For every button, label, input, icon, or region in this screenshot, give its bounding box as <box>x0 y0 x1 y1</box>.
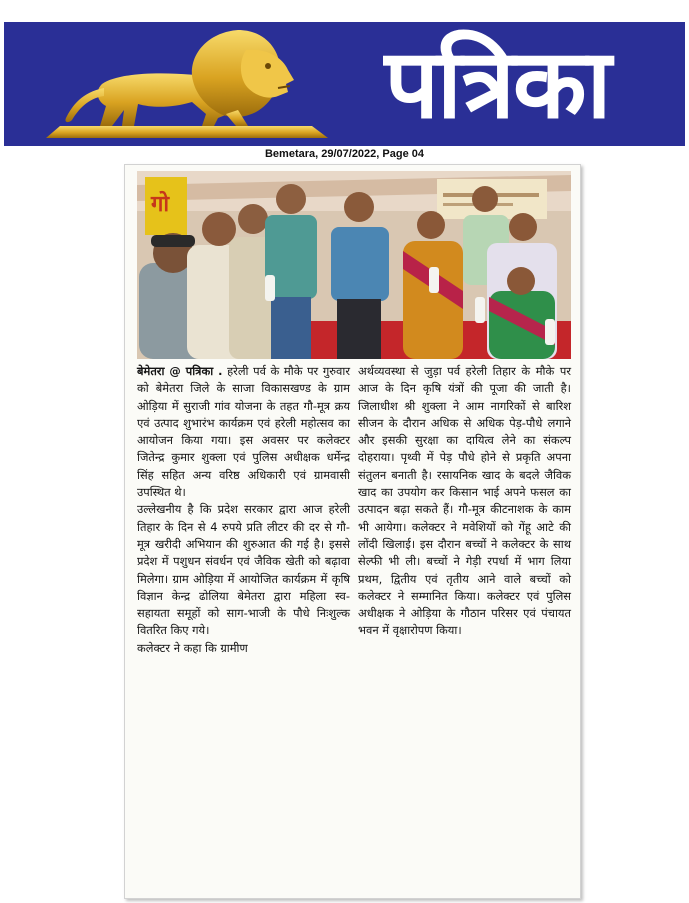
article-lead: हरेली पर्व के मौके पर गुरुवार को बेमेतरा जिले के साजा विकासखण्ड के ग्राम ओड़िया में सुराजी गांव योजना के तहत गौ-मूत्र क्रय एवं उत्पाद शुभारंभ कार्यक्रम एवं हरेली महोत्सव का आयोजन किया गया। इस अवसर पर कलेक्टर जितेन्द्र कुमार शुक्ला एवं पुलिस अधीक्षक धर्मेन्द्र सिंह सहित अन्य वरिष्ठ अधिकारी एवं ग्रामवासी उपस्थित थे। <box>137 364 350 500</box>
article-paragraph: कलेक्टर ने कहा कि ग्रामीण <box>137 640 248 655</box>
article-paragraph: उल्लेखनीय है कि प्रदेश सरकार द्वारा आज हरेली तिहार के दिन से 4 रुपये प्रति लीटर की दर से गौ-मूत्र खरीदी अभियान की शुरुआत की गई है। इससे प्रदेश में पशुधन संवर्धन एवं जैविक खेती को बढ़ावा मिलेगा। ग्राम ओड़िया में आयोजित कार्यक्रम में कृषि विज्ञान केन्द्र ढोलिया बेमेतरा द्वारा महिला स्व-सहायता समूहों को साग-भाजी के पौधे निःशुल्क वितरित किए गये। <box>137 502 350 638</box>
article-column-1 <box>137 363 350 657</box>
article-byline: बेमेतरा @ पत्रिका . <box>137 364 223 378</box>
news-clipping <box>124 164 581 899</box>
banner-text: गो <box>151 192 170 217</box>
masthead <box>4 22 685 146</box>
edition-dateline: Bemetara, 29/07/2022, Page 04 <box>264 148 424 160</box>
brand-name: पत्रिका <box>384 28 610 140</box>
article-paragraph: अर्थव्यवस्था से जुड़ा पर्व हरेली तिहार के मौके पर आज के दिन कृषि यंत्रों की पूजा की जाती है। जिलाधीश श्री शुक्ला ने आम नागरिकों से बारिश सीजन के दौरान अधिक से अधिक पेड़-पौधे लगाने और इसकी सुरक्षा का दायित्व लेने का संकल्प दोहराया। पृथ्वी में पेड़ पौधे होने से प्रकृति अपना संतुलन बनाती है। रसायनिक खाद के बदले जैविक खाद का उपयोग कर किसान भाई अपने फसल का उत्पादन बढ़ा सकते हैं। गौ-मूत्र कीटनाशक के काम भी आयेगा। कलेक्टर ने मवेशियों को गेंहू आटे की लोंदी खिलाई। इस दौरान बच्चों ने कलेक्टर के साथ सेल्फी भी ली। बच्चों ने गेड़ी रपर्धा में भाग लिया प्रथम, द्वितीय एवं तृतीय आने वाले बच्चों को कलेक्टर ने सम्मानित किया। कलेक्टर एवं पुलिस अधीक्षक ने ओड़िया के गौठान परिसर एवं पंचायत भवन में वृक्षारोपण किया। <box>358 364 571 638</box>
golden-lion-icon <box>42 22 332 146</box>
event-photo <box>137 171 571 359</box>
article-column-2 <box>358 363 571 640</box>
